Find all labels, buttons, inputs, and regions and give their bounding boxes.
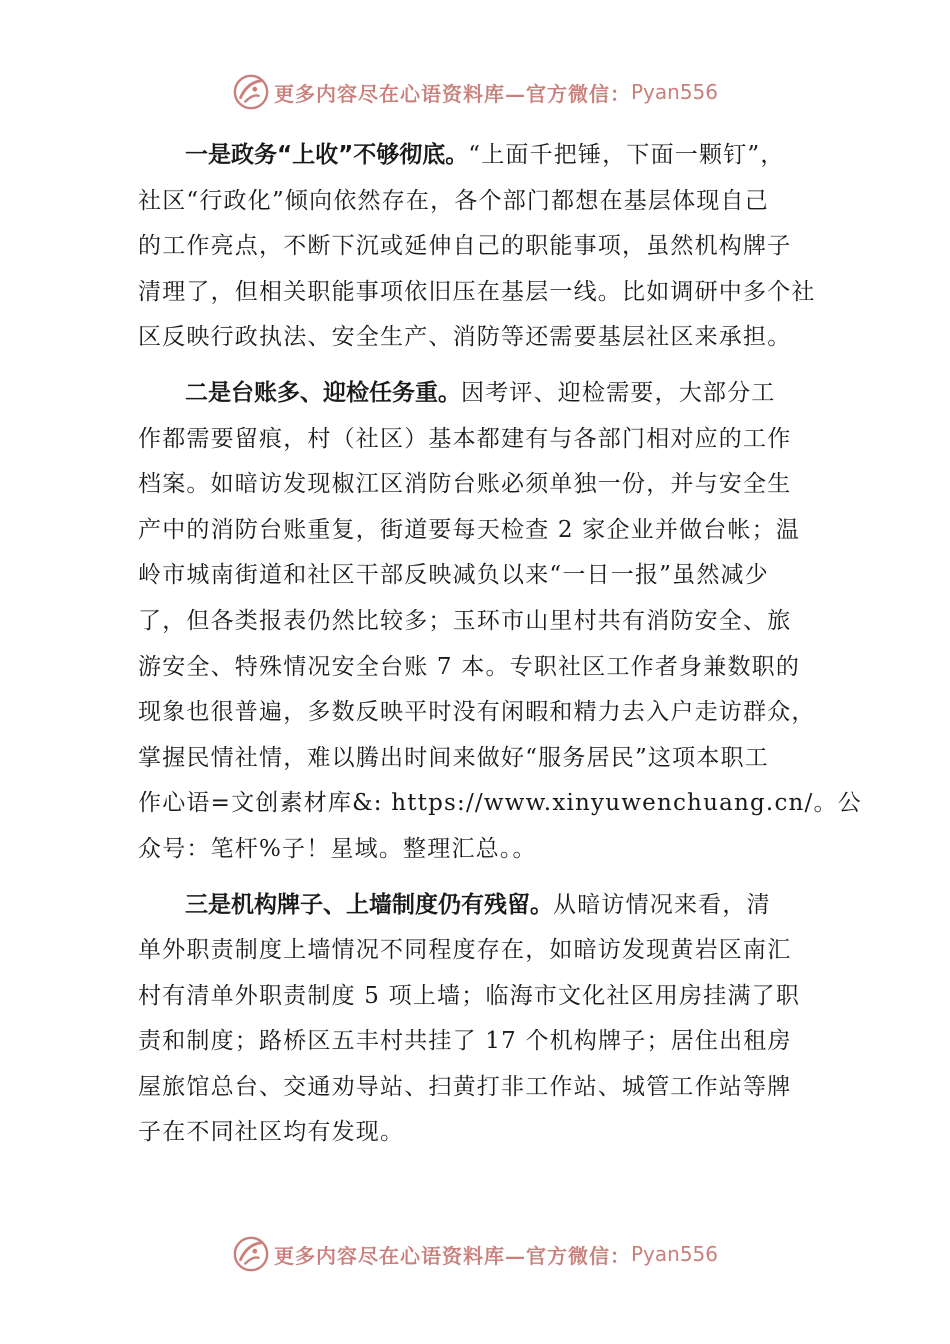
paragraph-first-rest: “上面千把锤，下面一颗钉”，: [468, 142, 785, 168]
text-line: 责和制度；路桥区五丰村共挂了 17 个机构牌子；居住出租房: [138, 1028, 792, 1055]
paragraph-2: [138, 371, 862, 873]
text-line: 掌握民情社情，难以腾出时间来做好“服务居民”这项本职工: [138, 744, 769, 771]
paragraph-3: [138, 883, 838, 1157]
paragraph-first-line: [138, 133, 838, 179]
footer-text: 更多内容尽在心语资料库—官方微信：: [273, 1243, 631, 1268]
footer-wechat-id: Pyan556: [630, 1242, 718, 1266]
text-line: 了，但各类报表仍然比较多；玉环市山里村共有消防安全、旅: [138, 607, 792, 634]
paragraph-1: [138, 133, 838, 361]
paragraph-first-rest: 因考评、迎检需要，大部分工: [461, 379, 776, 406]
text-line: 子在不同社区均有发现。: [138, 1119, 405, 1146]
text-line: 现象也很普遍，多数反映平时没有闲暇和精力去入户走访群众，: [138, 699, 816, 726]
header-banner: [0, 70, 950, 114]
paragraph-first-line: [138, 371, 838, 417]
paragraph-first-line: [138, 883, 838, 929]
text-line: 区反映行政执法、安全生产、消防等还需要基层社区来承担。: [138, 324, 792, 351]
document-body: [138, 133, 862, 1166]
text-line: 产中的消防台账重复，街道要每天检查 2 家企业并做台帐；温: [138, 516, 801, 543]
text-line: 村有清单外职责制度 5 项上墙；临海市文化社区用房挂满了职: [138, 982, 801, 1009]
text-line: 众号：笔杆%子！星域。整理汇总。。: [138, 835, 537, 862]
xinyu-logo-icon: [232, 73, 270, 111]
text-line: 屋旅馆总台、交通劝导站、扫黄打非工作站、城管工作站等牌: [138, 1073, 792, 1100]
header-text: 更多内容尽在心语资料库—官方微信：: [273, 81, 631, 106]
text-line: 岭市城南街道和社区干部反映减负以来“一日一报”虽然减少: [138, 562, 769, 589]
text-line: 的工作亮点，不断下沉或延伸自己的职能事项，虽然机构牌子: [138, 233, 792, 260]
text-line: 社区“行政化”倾向依然存在，各个部门都想在基层体现自己: [138, 187, 769, 214]
text-line: 档案。如暗访发现椒江区消防台账必须单独一份，并与安全生: [138, 471, 792, 498]
xinyu-logo-icon: [232, 1235, 270, 1273]
text-line: 作都需要留痕，村（社区）基本都建有与各部门相对应的工作: [138, 425, 792, 452]
header-wechat-id: Pyan556: [630, 80, 718, 104]
paragraph-lead: 三是机构牌子、上墙制度仍有残留。: [185, 891, 553, 918]
text-line: 清理了，但相关职能事项依旧压在基层一线。比如调研中多个社: [138, 278, 816, 305]
paragraph-lead: 一是政务“上收”不够彻底。: [185, 142, 469, 168]
paragraph-first-rest: 从暗访情况来看，清: [553, 891, 771, 918]
text-line: 作心语=文创素材库&: https://www.xinyuwenchuang.cn/。公: [138, 790, 862, 817]
text-line: 单外职责制度上墙情况不同程度存在，如暗访发现黄岩区南汇: [138, 937, 792, 964]
paragraph-lead: 二是台账多、迎检任务重。: [185, 379, 461, 406]
text-line: 游安全、特殊情况安全台账 7 本。专职社区工作者身兼数职的: [138, 653, 801, 680]
footer-banner: [0, 1232, 950, 1276]
